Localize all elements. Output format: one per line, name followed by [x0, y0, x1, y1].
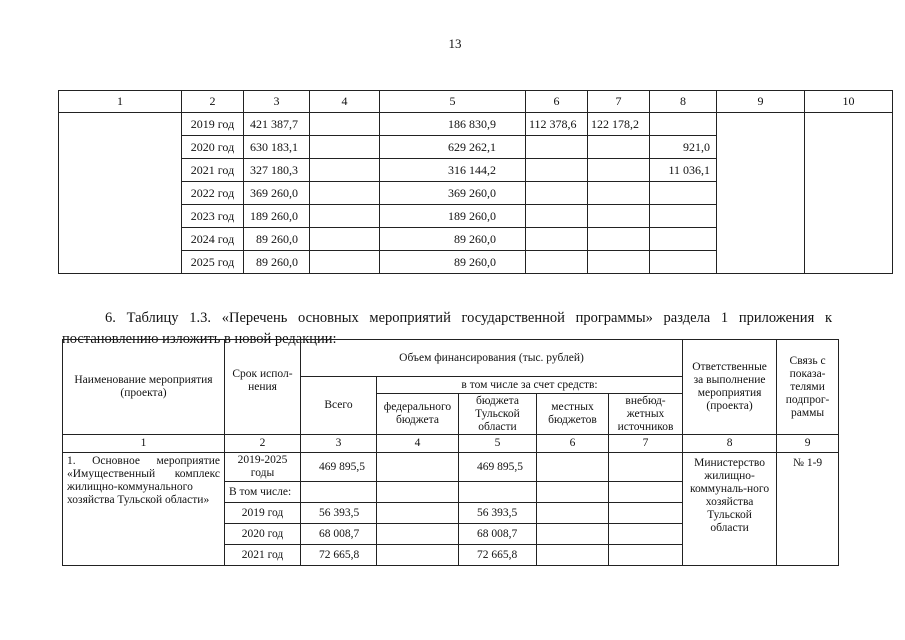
header-row	[63, 340, 839, 377]
value-cell: 89 260,0	[244, 228, 310, 251]
value-cell	[526, 205, 588, 228]
column-number: 6	[537, 435, 609, 453]
value-cell	[537, 453, 609, 482]
value-cell	[609, 453, 683, 482]
value-cell	[377, 453, 459, 482]
header-federal: федерального бюджета	[377, 394, 459, 435]
column-number-row	[63, 435, 839, 453]
column-number: 8	[650, 91, 717, 113]
value-cell	[537, 503, 609, 524]
value-cell: 629 262,1	[380, 136, 526, 159]
header-regional: бюджета Тульской области	[459, 394, 537, 435]
header-including: в том числе за счет средств:	[377, 377, 683, 394]
table-row	[63, 453, 839, 482]
link-cell: № 1-9	[777, 453, 839, 566]
value-cell: 369 260,0	[244, 182, 310, 205]
column-number: 8	[683, 435, 777, 453]
value-cell	[650, 251, 717, 274]
responsible-cell: Министерство жилищно-коммуналь-ного хозяйства Тульской области	[683, 453, 777, 566]
value-cell: 189 260,0	[380, 205, 526, 228]
value-cell: 186 830,9	[380, 113, 526, 136]
column-number: 5	[459, 435, 537, 453]
value-cell	[526, 251, 588, 274]
value-cell	[310, 113, 380, 136]
value-cell	[609, 545, 683, 566]
value-cell: 421 387,7	[244, 113, 310, 136]
year-cell: 2024 год	[182, 228, 244, 251]
value-cell: 921,0	[650, 136, 717, 159]
column-number: 10	[805, 91, 893, 113]
value-cell	[609, 503, 683, 524]
term-cell: В том числе:	[225, 482, 301, 503]
header-name: Наименование мероприятия (проекта)	[63, 340, 225, 435]
header-responsible: Ответственные за выполнение мероприятия (проекта)	[683, 340, 777, 435]
table-row	[59, 113, 893, 136]
column-number: 1	[59, 91, 182, 113]
header-extra: внебюд-жетных источников	[609, 394, 683, 435]
year-cell: 2019 год	[182, 113, 244, 136]
value-cell	[650, 228, 717, 251]
header-term: Срок испол-нения	[225, 340, 301, 435]
value-cell: 11 036,1	[650, 159, 717, 182]
value-cell	[609, 482, 683, 503]
header-total: Всего	[301, 377, 377, 435]
column-number: 4	[377, 435, 459, 453]
value-cell	[377, 503, 459, 524]
value-cell: 68 008,7	[459, 524, 537, 545]
value-cell	[310, 182, 380, 205]
value-cell	[301, 482, 377, 503]
main-events-table	[62, 339, 839, 566]
value-cell	[650, 182, 717, 205]
year-cell: 2023 год	[182, 205, 244, 228]
value-cell	[526, 228, 588, 251]
column-number: 3	[244, 91, 310, 113]
term-cell: 2021 год	[225, 545, 301, 566]
term-cell: 2019-2025 годы	[225, 453, 301, 482]
value-cell	[377, 524, 459, 545]
column-number: 7	[609, 435, 683, 453]
value-cell: 469 895,5	[459, 453, 537, 482]
value-cell	[310, 205, 380, 228]
value-cell: 327 180,3	[244, 159, 310, 182]
year-cell: 2022 год	[182, 182, 244, 205]
value-cell	[310, 159, 380, 182]
instruction-paragraph: 6. Таблицу 1.3. «Перечень основных мероприятий государственной программы» раздела 1 приложения к постановлению изложить в новой редакции:	[62, 309, 832, 347]
value-cell	[537, 482, 609, 503]
term-cell: 2020 год	[225, 524, 301, 545]
empty-cell	[59, 113, 182, 274]
column-number: 2	[182, 91, 244, 113]
value-cell	[609, 524, 683, 545]
value-cell	[526, 182, 588, 205]
header-link: Связь с показа-телями подпрог-раммы	[777, 340, 839, 435]
value-cell	[526, 136, 588, 159]
value-cell	[310, 228, 380, 251]
column-number: 3	[301, 435, 377, 453]
value-cell	[537, 524, 609, 545]
value-cell: 72 665,8	[301, 545, 377, 566]
value-cell	[588, 182, 650, 205]
value-cell: 189 260,0	[244, 205, 310, 228]
year-cell: 2021 год	[182, 159, 244, 182]
column-number-row	[59, 91, 893, 113]
event-name-cell: 1. Основное мероприятие «Имущественный комплекс жилищно-коммунального хозяйства Тульской области»	[63, 453, 225, 566]
header-funding: Объем финансирования (тыс. рублей)	[301, 340, 683, 377]
value-cell: 469 895,5	[301, 453, 377, 482]
value-cell: 316 144,2	[380, 159, 526, 182]
value-cell	[537, 545, 609, 566]
term-cell: 2019 год	[225, 503, 301, 524]
value-cell	[526, 159, 588, 182]
header-local: местных бюджетов	[537, 394, 609, 435]
value-cell: 72 665,8	[459, 545, 537, 566]
column-number: 4	[310, 91, 380, 113]
value-cell	[459, 482, 537, 503]
column-number: 6	[526, 91, 588, 113]
value-cell	[650, 205, 717, 228]
funding-continuation-table	[58, 90, 893, 274]
value-cell: 89 260,0	[380, 228, 526, 251]
value-cell: 630 183,1	[244, 136, 310, 159]
column-number: 9	[717, 91, 805, 113]
column-number: 7	[588, 91, 650, 113]
value-cell	[588, 136, 650, 159]
value-cell: 369 260,0	[380, 182, 526, 205]
value-cell: 122 178,2	[588, 113, 650, 136]
empty-cell	[805, 113, 893, 274]
value-cell: 56 393,5	[301, 503, 377, 524]
value-cell	[310, 136, 380, 159]
value-cell	[377, 482, 459, 503]
column-number: 2	[225, 435, 301, 453]
value-cell	[588, 205, 650, 228]
value-cell: 89 260,0	[244, 251, 310, 274]
column-number: 9	[777, 435, 839, 453]
value-cell: 68 008,7	[301, 524, 377, 545]
page-number: 13	[448, 36, 462, 51]
value-cell	[377, 545, 459, 566]
value-cell	[310, 251, 380, 274]
empty-cell	[717, 113, 805, 274]
value-cell	[650, 113, 717, 136]
year-cell: 2020 год	[182, 136, 244, 159]
value-cell: 112 378,6	[526, 113, 588, 136]
value-cell	[588, 228, 650, 251]
column-number: 1	[63, 435, 225, 453]
value-cell: 89 260,0	[380, 251, 526, 274]
value-cell: 56 393,5	[459, 503, 537, 524]
column-number: 5	[380, 91, 526, 113]
value-cell	[588, 251, 650, 274]
value-cell	[588, 159, 650, 182]
year-cell: 2025 год	[182, 251, 244, 274]
